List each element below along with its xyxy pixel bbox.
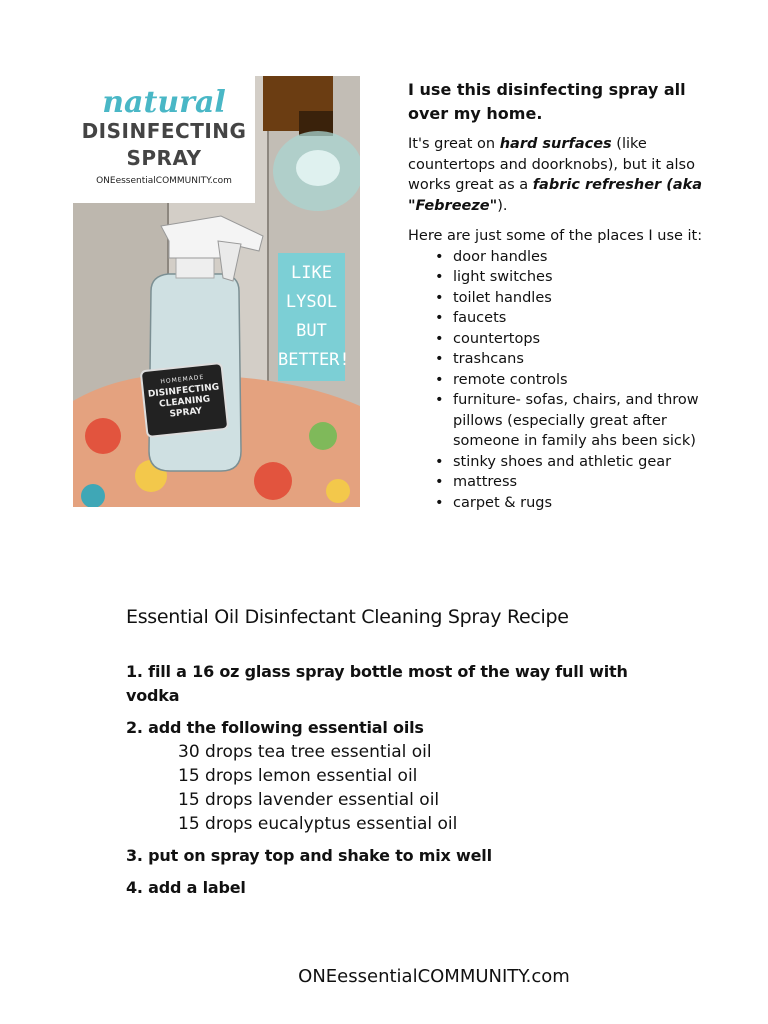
places-intro: Here are just some of the places I use it:: [408, 228, 703, 244]
recipe-step-4: 4. add a label: [126, 878, 246, 897]
list-item: • trashcans: [453, 349, 708, 370]
intro-paragraph: [408, 134, 708, 216]
list-item: • toilet handles: [453, 288, 708, 309]
list-item: • carpet & rugs: [453, 493, 708, 514]
oil-list: [178, 740, 686, 836]
intro-heading: I use this disinfecting spray all over my home.: [408, 80, 686, 123]
script-word: natural: [102, 85, 226, 120]
lysol-word: LYSOL: [285, 292, 338, 312]
list-item: • mattress: [453, 472, 708, 493]
oil-item: 15 drops eucalyptus essential oil: [178, 814, 458, 834]
lysol-word: BUT: [296, 321, 327, 341]
places-list: [408, 247, 708, 514]
recipe-title: Essential Oil Disinfectant Cleaning Spray Recipe: [126, 606, 569, 628]
intro-text: (like countertops and doorknobs), but it also works great as a: [408, 136, 695, 193]
lysol-banner: [278, 253, 350, 381]
recipe-step-1: 1. fill a 16 oz glass spray bottle most of the way full with vodka: [126, 662, 628, 705]
list-item: • door handles: [453, 247, 708, 268]
product-photo: [73, 76, 360, 507]
bottle-label-main: DISINFECTING CLEANING SPRAY: [147, 382, 220, 420]
hard-surfaces-emphasis: hard surfaces: [499, 136, 612, 152]
oil-item: 15 drops lemon essential oil: [178, 766, 418, 786]
list-item: • remote controls: [453, 370, 708, 391]
list-item: • countertops: [453, 329, 708, 350]
oil-item: 30 drops tea tree essential oil: [178, 742, 432, 762]
list-item: • light switches: [453, 267, 708, 288]
recipe-section: [126, 604, 686, 908]
title-card: [73, 76, 255, 203]
bottle-label: [140, 362, 230, 438]
image-website: ONEessentialCOMMUNITY.com: [96, 176, 232, 186]
oil-item: 15 drops lavender essential oil: [178, 790, 440, 810]
title-line-2: SPRAY: [126, 146, 202, 170]
list-item: • faucets: [453, 308, 708, 329]
footer-website: ONEessentialCOMMUNITY.com: [298, 966, 570, 987]
intro-section: [408, 78, 708, 513]
fabric-refresher-emphasis: fabric refresher (aka "Febreeze": [408, 177, 703, 214]
lysol-word: LIKE: [291, 263, 332, 283]
list-item: • furniture- sofas, chairs, and throw pillows (especially great after someone in family ahs been sick): [453, 390, 708, 452]
lysol-word: BETTER!: [278, 350, 350, 370]
recipe-step-2: 2. add the following essential oils: [126, 718, 424, 737]
list-item: • stinky shoes and athletic gear: [453, 452, 708, 473]
intro-text: It's great on: [408, 136, 500, 152]
recipe-step-3: 3. put on spray top and shake to mix well: [126, 846, 492, 865]
intro-text: ).: [497, 197, 508, 214]
title-line-1: DISINFECTING: [81, 119, 247, 143]
bottle-label-top: HOMEMADE: [160, 373, 205, 386]
